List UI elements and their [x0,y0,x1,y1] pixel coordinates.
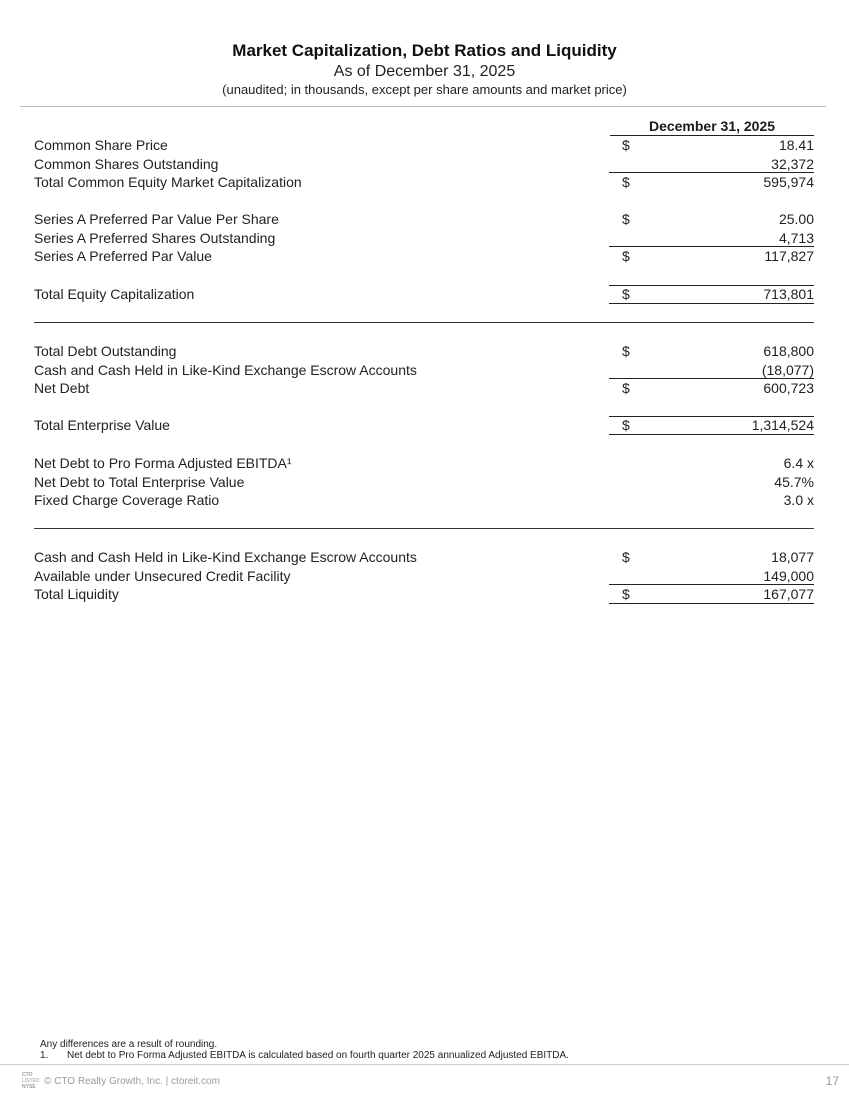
row-value: 18.41 [778,137,814,153]
currency-symbol: $ [622,211,630,227]
page-title: Market Capitalization, Debt Ratios and Liquidity [232,41,617,60]
debt-section [34,342,814,398]
row-value: (18,077) [761,361,814,378]
table-row [34,136,814,155]
row-label: Total Liquidity [34,586,119,602]
table-row [34,210,814,229]
row-value: 618,800 [763,343,814,359]
table-row [34,285,814,304]
header-divider [20,106,826,107]
equity-section [34,136,814,192]
row-value: 45.7% [774,473,814,490]
row-label: Series A Preferred Par Value [34,248,212,264]
table-row [34,454,814,473]
currency-symbol: $ [622,343,630,359]
row-value: 25.00 [778,211,814,227]
row-value: 713,801 [763,286,814,302]
row-value: 4,713 [778,229,814,246]
row-value: 1,314,524 [751,417,814,433]
liquidity-section [34,548,814,604]
row-value: 32,372 [771,155,814,172]
company-logo: CTO LISTED NYSE [22,1072,40,1090]
row-label: Fixed Charge Coverage Ratio [34,492,220,508]
currency-symbol: $ [622,286,630,302]
currency-symbol: $ [622,586,630,602]
page-header [0,40,849,99]
row-label: Total Enterprise Value [34,417,170,433]
ratios-section [34,454,814,510]
currency-symbol: $ [622,549,630,565]
table-row [34,473,814,492]
table-row [34,229,814,248]
row-label: Cash and Cash Held in Like-Kind Exchange Escrow Accounts [34,361,417,378]
row-label: Total Equity Capitalization [34,286,195,302]
row-label: Net Debt to Total Enterprise Value [34,473,245,490]
row-label: Common Shares Outstanding [34,155,219,172]
row-label: Common Share Price [34,137,168,153]
enterprise-value-section [34,416,814,435]
section-divider [34,528,814,529]
section-divider [34,322,814,323]
currency-symbol: $ [622,137,630,153]
row-value: 167,077 [763,586,814,602]
currency-symbol: $ [622,417,630,433]
table-row [34,379,814,398]
table-row [34,548,814,567]
footnote-text: Net debt to Pro Forma Adjusted EBITDA is calculated based on fourth quarter 2025 annualized Adjusted EBITDA. [67,1050,569,1061]
row-label: Series A Preferred Shares Outstanding [34,229,276,246]
page-number: 17 [825,1074,839,1088]
footer-divider [0,1064,849,1065]
footnotes [40,1039,569,1061]
row-value: 595,974 [763,174,814,190]
footnote-marker: 1. [40,1050,49,1061]
page-footer [22,1072,220,1090]
table-row [34,567,814,586]
row-value: 3.0 x [783,492,814,508]
table-row [34,585,814,604]
table-row [34,173,814,192]
row-value: 117,827 [764,248,814,264]
table-row [34,342,814,361]
row-label: Net Debt [34,380,90,396]
currency-symbol: $ [622,174,630,190]
preferred-section [34,210,814,266]
table-row [34,155,814,174]
table-row [34,247,814,266]
row-label: Net Debt to Pro Forma Adjusted EBITDA¹ [34,455,292,471]
column-header-date: December 31, 2025 [610,117,814,136]
copyright-text: © CTO Realty Growth, Inc. | ctoreit.com [44,1075,220,1087]
table-row [34,416,814,435]
table-row [34,361,814,380]
rounding-note: Any differences are a result of rounding. [40,1039,218,1050]
table-row [34,491,814,510]
row-label: Available under Unsecured Credit Facility [34,567,291,584]
page-subtitle: As of December 31, 2025 [333,63,516,80]
row-value: 18,077 [771,549,814,565]
row-value: 600,723 [763,380,814,396]
units-note: (unaudited; in thousands, except per share amounts and market price) [222,82,627,97]
total-equity-section [34,285,814,304]
row-label: Total Common Equity Market Capitalization [34,174,302,190]
row-value: 6.4 x [783,455,814,471]
row-label: Series A Preferred Par Value Per Share [34,211,279,227]
row-value: 149,000 [763,567,814,584]
row-label: Total Debt Outstanding [34,343,177,359]
footnote-item [40,1050,569,1061]
row-label: Cash and Cash Held in Like-Kind Exchange Escrow Accounts [34,549,417,565]
currency-symbol: $ [622,248,630,264]
currency-symbol: $ [622,380,630,396]
